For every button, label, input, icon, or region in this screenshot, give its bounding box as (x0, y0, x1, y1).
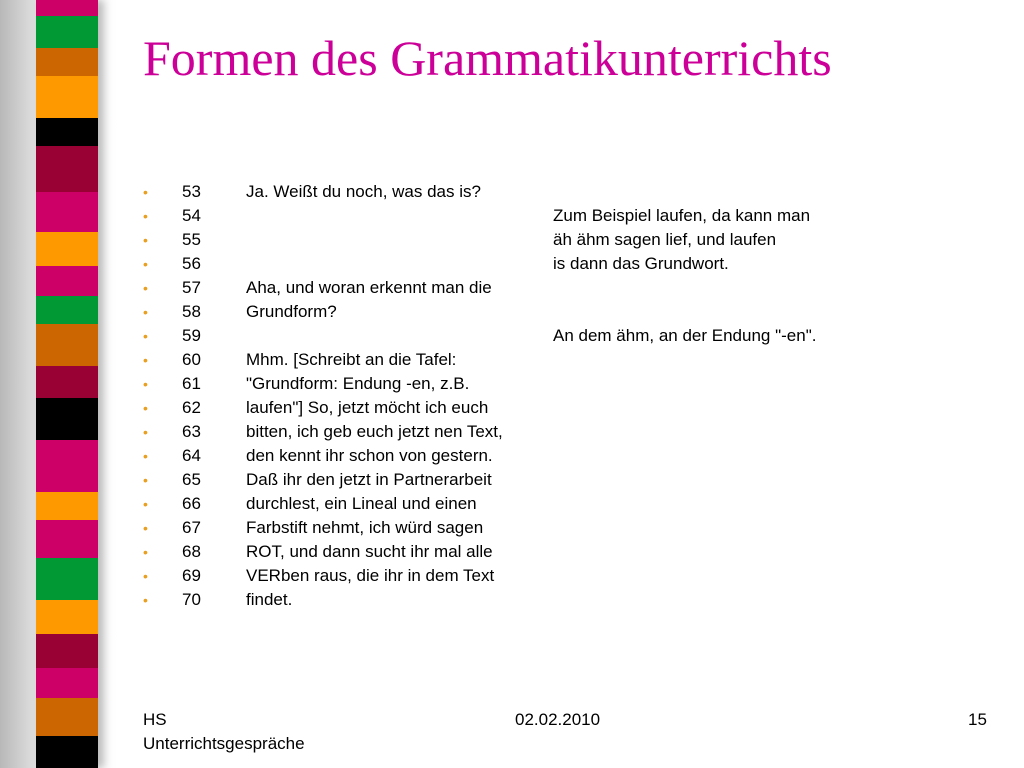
line-number: 58 (182, 302, 201, 321)
color-stripe (36, 0, 98, 768)
stripe-segment (36, 48, 98, 76)
teacher-utterance: Daß ihr den jetzt in Partnerarbeit (246, 470, 492, 489)
teacher-utterance: Mhm. [Schreibt an die Tafel: (246, 350, 457, 369)
line-number: 59 (182, 326, 201, 345)
footer-course-name (143, 708, 305, 756)
transcript-line (143, 372, 903, 396)
bullet-icon: • (143, 256, 148, 272)
transcript-line (143, 276, 903, 300)
transcript-line (143, 252, 903, 276)
teacher-utterance: den kennt ihr schon von gestern. (246, 446, 493, 465)
transcript-list (143, 180, 903, 612)
bullet-icon: • (143, 424, 148, 440)
teacher-utterance: VERben raus, die ihr in dem Text (246, 566, 495, 585)
slide-number: 15 (968, 710, 987, 729)
stripe-segment (36, 736, 98, 768)
line-number: 60 (182, 350, 201, 369)
stripe-segment (36, 118, 98, 146)
stripe-segment (36, 232, 98, 266)
transcript-line (143, 300, 903, 324)
stripe-segment (36, 492, 98, 520)
teacher-utterance: "Grundform: Endung -en, z.B. (246, 374, 470, 393)
stripe-segment (36, 0, 98, 16)
bullet-icon: • (143, 448, 148, 464)
transcript-line (143, 396, 903, 420)
bullet-icon: • (143, 232, 148, 248)
transcript-line (143, 492, 903, 516)
line-number: 68 (182, 542, 201, 561)
line-number: 55 (182, 230, 201, 249)
line-number: 54 (182, 206, 201, 225)
transcript-line (143, 348, 903, 372)
bullet-icon: • (143, 304, 148, 320)
bullet-icon: • (143, 592, 148, 608)
teacher-utterance: Grundform? (246, 302, 337, 321)
line-number: 53 (182, 182, 201, 201)
student-utterance: Zum Beispiel laufen, da kann man (553, 206, 811, 225)
teacher-utterance: bitten, ich geb euch jetzt nen Text, (246, 422, 503, 441)
line-number: 65 (182, 470, 201, 489)
teacher-utterance: durchlest, ein Lineal und einen (246, 494, 477, 513)
transcript-line (143, 204, 903, 228)
transcript-line (143, 420, 903, 444)
stripe-segment (36, 146, 98, 192)
teacher-utterance: Aha, und woran erkennt man die (246, 278, 492, 297)
stripe-segment (36, 440, 98, 492)
transcript-line (143, 324, 903, 348)
transcript-line (143, 540, 903, 564)
line-number: 61 (182, 374, 201, 393)
decorative-side-border (0, 0, 118, 768)
footer-course-line1: HS (143, 710, 167, 729)
line-number: 62 (182, 398, 201, 417)
stripe-segment (36, 266, 98, 296)
bullet-icon: • (143, 376, 148, 392)
teacher-utterance: Ja. Weißt du noch, was das is? (246, 182, 481, 201)
stripe-segment (36, 16, 98, 48)
bullet-icon: • (143, 352, 148, 368)
transcript-line (143, 588, 903, 612)
bullet-icon: • (143, 208, 148, 224)
stripe-segment (36, 558, 98, 600)
teacher-utterance: ROT, und dann sucht ihr mal alle (246, 542, 493, 561)
stripe-segment (36, 192, 98, 232)
bullet-icon: • (143, 544, 148, 560)
line-number: 67 (182, 518, 201, 537)
teacher-utterance: findet. (246, 590, 293, 609)
student-utterance: An dem ähm, an der Endung "-en". (553, 326, 817, 345)
student-utterance: is dann das Grundwort. (553, 254, 729, 273)
line-number: 69 (182, 566, 201, 585)
stripe-segment (36, 600, 98, 634)
bullet-icon: • (143, 400, 148, 416)
stripe-segment (36, 366, 98, 398)
student-utterance: äh ähm sagen lief, und laufen (553, 230, 777, 249)
line-number: 57 (182, 278, 201, 297)
transcript-line (143, 516, 903, 540)
transcript-line (143, 444, 903, 468)
transcript-line (143, 180, 903, 204)
transcript-line (143, 468, 903, 492)
line-number: 66 (182, 494, 201, 513)
line-number: 56 (182, 254, 201, 273)
stripe-segment (36, 324, 98, 366)
teacher-utterance: laufen"] So, jetzt möcht ich euch (246, 398, 489, 417)
teacher-utterance: Farbstift nehmt, ich würd sagen (246, 518, 484, 537)
stripe-segment (36, 398, 98, 440)
stripe-segment (36, 668, 98, 698)
bullet-icon: • (143, 496, 148, 512)
transcript-line (143, 564, 903, 588)
line-number: 64 (182, 446, 201, 465)
bullet-icon: • (143, 520, 148, 536)
footer-date: 02.02.2010 (515, 710, 601, 729)
line-number: 63 (182, 422, 201, 441)
bullet-icon: • (143, 568, 148, 584)
transcript-line (143, 228, 903, 252)
stripe-segment (36, 296, 98, 324)
stripe-segment (36, 698, 98, 736)
slide-title: Formen des Grammatikunterrichts (143, 30, 832, 86)
stripe-segment (36, 520, 98, 558)
footer-course-line2: Unterrichtsgespräche (143, 734, 305, 753)
stripe-segment (36, 634, 98, 668)
bullet-icon: • (143, 472, 148, 488)
bullet-icon: • (143, 184, 148, 200)
line-number: 70 (182, 590, 201, 609)
bullet-icon: • (143, 328, 148, 344)
bullet-icon: • (143, 280, 148, 296)
stripe-segment (36, 76, 98, 118)
